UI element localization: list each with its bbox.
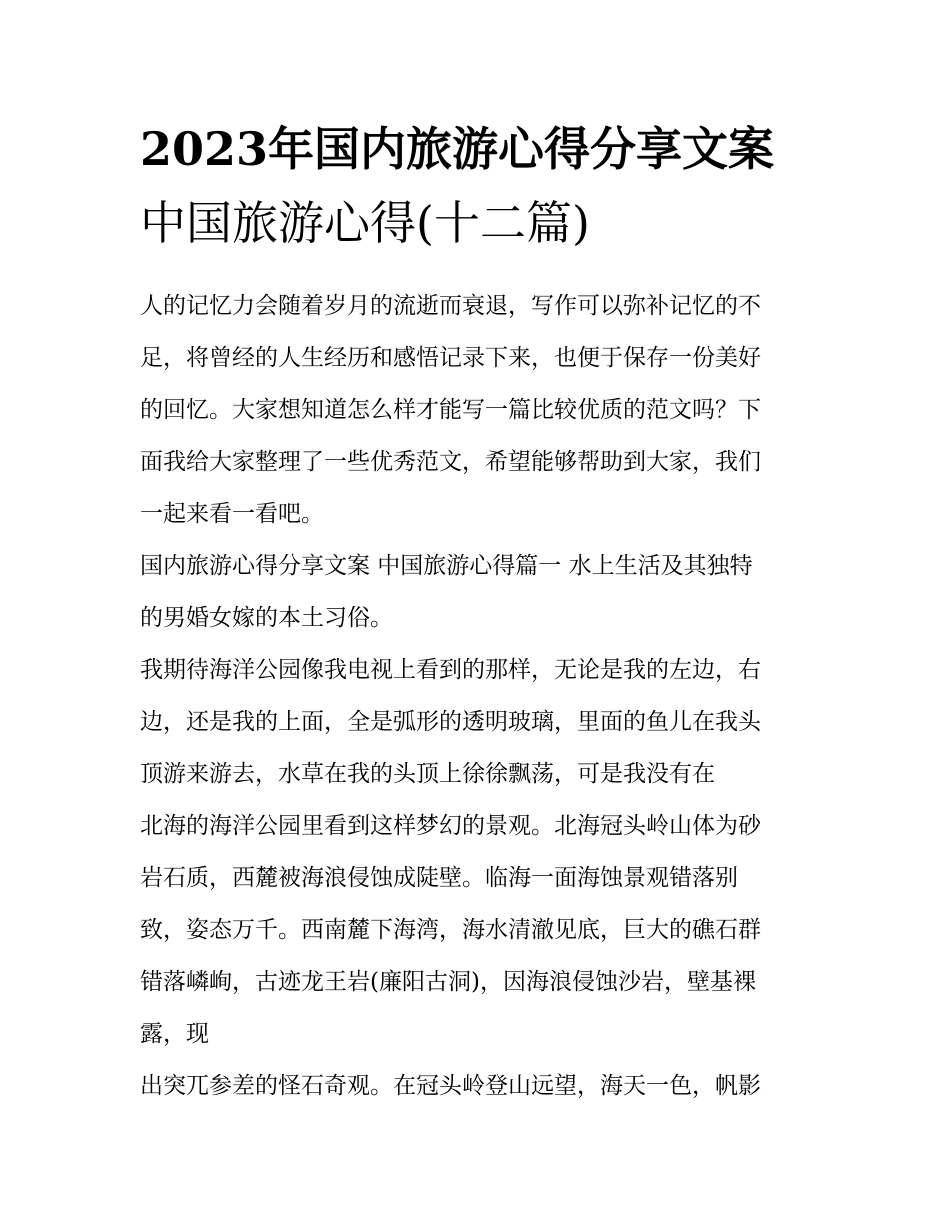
text-line: 国内旅游心得分享文案 中国旅游心得篇一 水上生活及其独特 (140, 553, 753, 579)
title-line-2: 中国旅游心得(十二篇) (140, 196, 590, 250)
text-line: 岩石质，西麓被海浪侵蚀成陡壁。临海一面海蚀景观错落别 (140, 865, 738, 891)
paragraph-body (140, 644, 816, 1060)
title-line-1: 2023年国内旅游心得分享文案 (140, 122, 775, 176)
text-line: 面我给大家整理了一些优秀范文，希望能够帮助到大家，我们 (140, 449, 761, 475)
text-line: 足，将曾经的人生经历和感悟记录下来，也便于保存一份美好 (140, 345, 761, 371)
text-line: 北海的海洋公园里看到这样梦幻的景观。北海冠头岭山体为砂 (140, 813, 761, 839)
document-title (140, 112, 816, 260)
text-line: 的男婚女嫁的本土习俗。 (140, 605, 393, 631)
text-line: 我期待海洋公园像我电视上看到的那样，无论是我的左边，右 (140, 657, 761, 683)
paragraph-continued (140, 1060, 816, 1112)
paragraph-section-heading (140, 540, 816, 644)
text-line: 错落嶙峋，古迹龙王岩(廉阳古洞)，因海浪侵蚀沙岩，壁基裸 (140, 969, 756, 995)
text-line: 出突兀参差的怪石奇观。在冠头岭登山远望，海天一色，帆影 (140, 1073, 761, 1099)
text-line: 的回忆。大家想知道怎么样才能写一篇比较优质的范文吗？下 (140, 397, 761, 423)
text-line: 一起来看一看吧。 (140, 501, 324, 527)
text-line: 边，还是我的上面，全是弧形的透明玻璃，里面的鱼儿在我头 (140, 709, 761, 735)
text-line: 人的记忆力会随着岁月的流逝而衰退，写作可以弥补记忆的不 (140, 293, 761, 319)
text-line: 露，现 (140, 1021, 209, 1047)
text-line: 致，姿态万千。西南麓下海湾，海水清澈见底，巨大的礁石群 (140, 917, 761, 943)
document-content (140, 112, 816, 1112)
paragraph-intro (140, 280, 816, 540)
text-line: 顶游来游去，水草在我的头顶上徐徐飘荡，可是我没有在 (140, 761, 715, 787)
